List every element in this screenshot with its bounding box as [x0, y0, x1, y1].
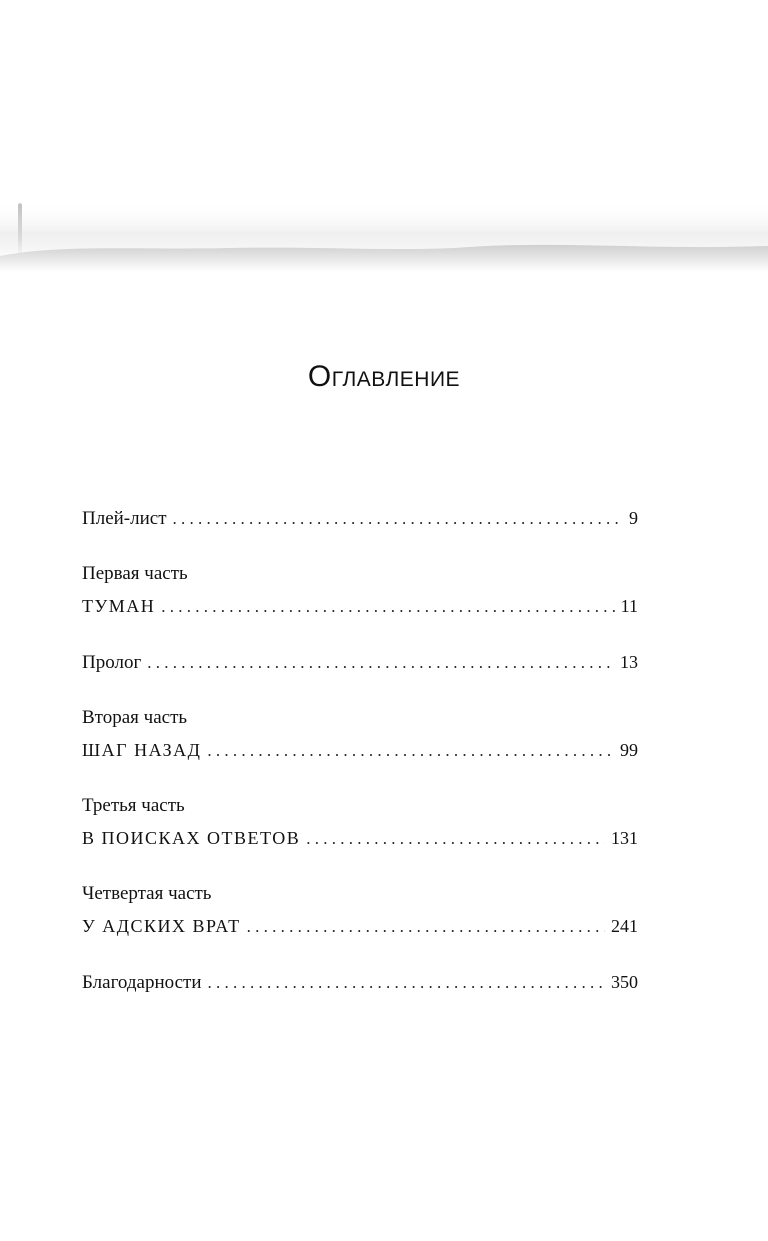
dot-leader	[207, 735, 614, 767]
toc-page-number: 350	[611, 972, 638, 992]
part-label: Третья часть	[82, 795, 185, 816]
toc-line[interactable]	[82, 590, 638, 622]
toc-entry-part-4	[82, 878, 638, 942]
toc-entry-prologue	[82, 646, 638, 678]
part-label: Четвертая часть	[82, 883, 212, 904]
dot-leader	[173, 503, 623, 535]
toc-entry-part-1	[82, 558, 638, 622]
toc-title: В ПОИСКАХ ОТВЕТОВ	[82, 828, 301, 848]
toc-page-number: 13	[620, 652, 638, 672]
dot-leader	[161, 591, 614, 623]
part-label: Вторая часть	[82, 707, 188, 728]
dot-leader	[147, 647, 614, 679]
toc-title: Благодарности	[82, 972, 202, 993]
part-label: Первая часть	[82, 563, 188, 584]
dot-leader	[208, 967, 606, 999]
toc-title: ШАГ НАЗАД	[82, 740, 202, 760]
toc-page-number: 9	[629, 508, 638, 528]
dot-leader	[306, 823, 605, 855]
toc-title: ТУМАН	[82, 596, 156, 616]
toc-page-number: 131	[611, 828, 638, 848]
toc-entry-playlist	[82, 502, 638, 534]
toc-line[interactable]	[82, 734, 638, 766]
toc-title: У АДСКИХ ВРАТ	[82, 916, 241, 936]
toc-line[interactable]	[82, 646, 638, 678]
toc-line[interactable]	[82, 966, 638, 998]
bare-trees-banner	[0, 0, 768, 300]
toc-page-number: 99	[620, 740, 638, 760]
toc-title: Пролог	[82, 652, 142, 673]
page-title: Оглавление	[307, 360, 461, 393]
table-of-contents	[82, 502, 638, 1022]
toc-entry-part-3	[82, 790, 638, 854]
toc-entry-part-2	[82, 702, 638, 766]
toc-line[interactable]	[82, 910, 638, 942]
toc-entry-acknowledgements	[82, 966, 638, 998]
bare-trees-icon	[0, 0, 768, 300]
toc-title: Плей-лист	[82, 508, 167, 529]
toc-line[interactable]	[82, 822, 638, 854]
toc-page-number: 11	[620, 596, 638, 616]
dot-leader	[247, 911, 605, 943]
toc-page-number: 241	[611, 916, 638, 936]
toc-line[interactable]	[82, 502, 638, 534]
